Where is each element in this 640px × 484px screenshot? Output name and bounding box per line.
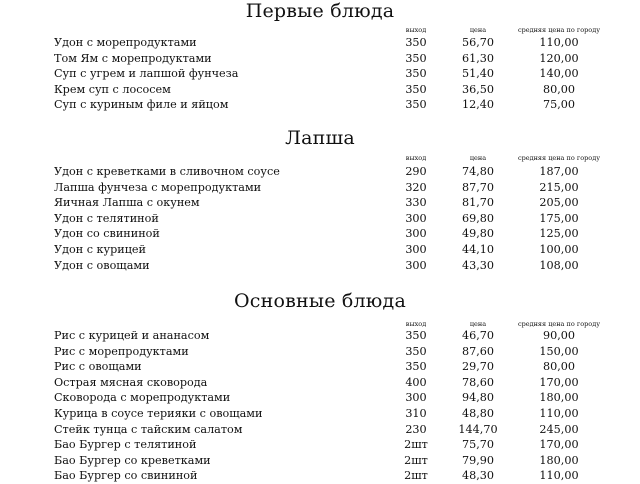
column-header-price: цена	[469, 320, 487, 328]
dish-price: 87,70	[461, 180, 495, 194]
dish-portion: 2шт	[404, 453, 428, 467]
dish-portion: 230	[405, 422, 427, 436]
dish-name: Рис с овощами	[54, 360, 142, 374]
dish-name: Удон со свининой	[54, 227, 160, 241]
dish-avg-price: 180,00	[539, 453, 579, 467]
dish-name: Курица в соусе терияки с овощами	[54, 406, 263, 420]
column-header-price: цена	[469, 154, 487, 162]
dish-price: 36,50	[461, 82, 495, 96]
dish-price: 81,70	[461, 196, 495, 210]
dish-portion: 2шт	[404, 438, 428, 452]
dish-portion: 300	[405, 258, 427, 272]
menu-row	[0, 242, 640, 258]
dish-portion: 350	[405, 36, 427, 49]
column-header-avg-price: средняя цена по городу	[517, 26, 601, 34]
menu-row	[0, 437, 640, 453]
menu-list	[0, 35, 640, 113]
section-title: Основные блюда	[234, 290, 406, 312]
menu-row	[0, 453, 640, 469]
dish-avg-price: 110,00	[539, 36, 579, 49]
dish-price: 79,90	[461, 453, 495, 467]
menu-row	[0, 468, 640, 484]
dish-name: Рис с курицей и ананасом	[54, 329, 210, 342]
dish-portion: 350	[405, 360, 427, 374]
menu-list	[0, 164, 640, 273]
dish-name: Удон с морепродуктами	[54, 36, 197, 49]
menu-row	[0, 375, 640, 391]
dish-avg-price: 205,00	[539, 196, 579, 210]
dish-avg-price: 90,00	[542, 329, 576, 342]
dish-name: Бао Бургер со креветками	[54, 453, 211, 467]
menu-row	[0, 211, 640, 227]
dish-avg-price: 110,00	[539, 406, 579, 420]
section-title: Первые блюда	[245, 0, 395, 22]
dish-name: Крем суп с лососем	[54, 82, 171, 96]
menu-list	[0, 328, 640, 484]
dish-avg-price: 80,00	[542, 360, 576, 374]
dish-avg-price: 170,00	[539, 438, 579, 452]
column-header-out: выход	[405, 154, 427, 162]
dish-portion: 300	[405, 242, 427, 256]
dish-price: 29,70	[461, 360, 495, 374]
menu-row	[0, 35, 640, 51]
dish-avg-price: 245,00	[539, 422, 579, 436]
dish-price: 12,40	[461, 98, 495, 112]
dish-price: 78,60	[461, 375, 495, 389]
dish-portion: 350	[405, 98, 427, 112]
dish-price: 87,60	[461, 344, 495, 358]
dish-price: 74,80	[461, 165, 495, 178]
dish-name: Удон с креветками в сливочном соусе	[54, 165, 280, 178]
column-header-avg-price: средняя цена по городу	[517, 154, 601, 162]
dish-avg-price: 170,00	[539, 375, 579, 389]
menu-row	[0, 390, 640, 406]
dish-avg-price: 75,00	[542, 98, 576, 112]
menu-row	[0, 328, 640, 344]
dish-price: 48,30	[461, 469, 495, 483]
dish-avg-price: 140,00	[539, 67, 579, 81]
dish-avg-price: 175,00	[539, 211, 579, 225]
dish-avg-price: 215,00	[539, 180, 579, 194]
dish-name: Удон с курицей	[54, 242, 147, 256]
dish-price: 75,70	[461, 438, 495, 452]
dish-name: Суп с угрем и лапшой фунчеза	[54, 67, 239, 81]
dish-name: Суп с куриным филе и яйцом	[54, 98, 229, 112]
menu-row	[0, 97, 640, 113]
menu-row	[0, 258, 640, 274]
dish-portion: 350	[405, 67, 427, 81]
dish-avg-price: 100,00	[539, 242, 579, 256]
dish-price: 51,40	[461, 67, 495, 81]
dish-price: 56,70	[461, 36, 495, 49]
menu-row	[0, 422, 640, 438]
dish-avg-price: 108,00	[539, 258, 579, 272]
menu-row	[0, 195, 640, 211]
dish-portion: 350	[405, 329, 427, 342]
dish-price: 144,70	[458, 422, 498, 436]
dish-portion: 330	[405, 196, 427, 210]
dish-name: Бао Бургер с телятиной	[54, 438, 197, 452]
dish-portion: 350	[405, 82, 427, 96]
menu-row	[0, 359, 640, 375]
dish-avg-price: 180,00	[539, 391, 579, 405]
dish-price: 69,80	[461, 211, 495, 225]
dish-portion: 320	[405, 180, 427, 194]
dish-avg-price: 125,00	[539, 227, 579, 241]
dish-portion: 350	[405, 344, 427, 358]
menu-row	[0, 406, 640, 422]
dish-name: Рис с морепродуктами	[54, 344, 189, 358]
dish-name: Том Ям с морепродуктами	[54, 51, 212, 65]
dish-name: Сковорода с морепродуктами	[54, 391, 231, 405]
dish-price: 48,80	[461, 406, 495, 420]
menu-row	[0, 51, 640, 67]
column-header-avg-price: средняя цена по городу	[517, 320, 601, 328]
dish-name: Яичная Лапша с окунем	[54, 196, 200, 210]
dish-avg-price: 80,00	[542, 82, 576, 96]
dish-name: Удон с телятиной	[54, 211, 159, 225]
dish-portion: 300	[405, 211, 427, 225]
menu-row	[0, 164, 640, 180]
dish-avg-price: 187,00	[539, 165, 579, 178]
menu-row	[0, 66, 640, 82]
dish-portion: 400	[405, 375, 427, 389]
dish-price: 43,30	[461, 258, 495, 272]
dish-price: 44,10	[461, 242, 495, 256]
dish-name: Острая мясная сковорода	[54, 375, 208, 389]
menu-row	[0, 344, 640, 360]
dish-name: Удон с овощами	[54, 258, 150, 272]
dish-avg-price: 150,00	[539, 344, 579, 358]
menu-row	[0, 226, 640, 242]
menu-row	[0, 82, 640, 98]
dish-price: 49,80	[461, 227, 495, 241]
dish-portion: 290	[405, 165, 427, 178]
column-header-out: выход	[405, 320, 427, 328]
column-header-out: выход	[405, 26, 427, 34]
column-header-price: цена	[469, 26, 487, 34]
dish-name: Лапша фунчеза с морепродуктами	[54, 180, 262, 194]
dish-name: Бао Бургер со свининой	[54, 469, 198, 483]
dish-price: 94,80	[461, 391, 495, 405]
dish-portion: 2шт	[404, 469, 428, 483]
section-title: Лапша	[285, 127, 355, 149]
dish-portion: 300	[405, 227, 427, 241]
menu-row	[0, 180, 640, 196]
dish-name: Стейк тунца с тайским салатом	[54, 422, 243, 436]
dish-price: 61,30	[461, 51, 495, 65]
dish-price: 46,70	[461, 329, 495, 342]
dish-portion: 310	[405, 406, 427, 420]
dish-portion: 350	[405, 51, 427, 65]
dish-portion: 300	[405, 391, 427, 405]
dish-avg-price: 110,00	[539, 469, 579, 483]
dish-avg-price: 120,00	[539, 51, 579, 65]
